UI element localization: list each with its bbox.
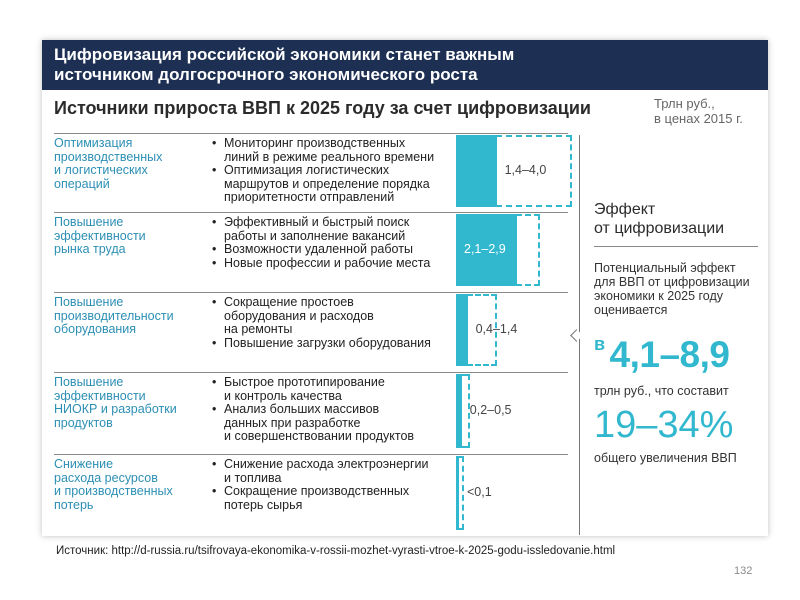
- range-label: 0,2–0,5: [469, 403, 512, 417]
- effect-description: [594, 261, 750, 317]
- effect-percent: 19–34%: [594, 404, 734, 446]
- bracket-arrow: [570, 329, 583, 342]
- effect-title-line2: от цифровизации: [594, 220, 725, 237]
- effect-range-value: 4,1–8,9: [609, 334, 730, 375]
- bullet-item: [210, 376, 414, 403]
- effect-end-text: общего увеличения ВВП: [594, 451, 737, 465]
- effect-prefix: в: [594, 334, 606, 354]
- row-label-line: Повышение: [54, 295, 124, 309]
- row-label-line: Оптимизация: [54, 136, 133, 150]
- bullet-line: данных при разработке: [224, 415, 361, 430]
- row-separator: [54, 372, 568, 373]
- row-label-line: производственных: [54, 149, 163, 164]
- row-bullets: [210, 376, 414, 444]
- bar-range-box: [516, 214, 540, 286]
- row-label-line: продуктов: [54, 415, 113, 430]
- bullet-item: [210, 137, 434, 164]
- bullet-line: • Эффективный и быстрый поиск: [224, 215, 410, 229]
- bullet-item: [210, 485, 429, 512]
- bullet-item: [210, 257, 430, 271]
- bullet-line: • Сокращение простоев: [224, 295, 354, 309]
- slide-frame: [42, 40, 768, 536]
- bullet-item: [210, 458, 429, 485]
- bullet-line: линий в режиме реального времени: [224, 149, 435, 164]
- units-line2: в ценах 2015 г.: [654, 111, 743, 126]
- row-separator: [54, 212, 568, 213]
- effect-range: [594, 334, 729, 376]
- row-label-line: расхода ресурсов: [54, 470, 158, 485]
- row-label-line: Повышение: [54, 215, 124, 229]
- effect-desc-line: Потенциальный эффект: [594, 261, 736, 275]
- bullet-item: [210, 337, 431, 351]
- header-banner: [42, 40, 768, 90]
- bar-min: [456, 135, 497, 207]
- row-bullets: [210, 458, 429, 512]
- row-separator: [54, 292, 568, 293]
- source-citation: Источник: http://d-russia.ru/tsifrovaya-ekonomika-v-rossii-mozhet-vyrasti-vtroe-k-2025-godu-issledovanie.html: [56, 545, 616, 557]
- bullet-line: потерь сырья: [224, 497, 303, 512]
- bullet-line: • Сокращение производственных: [224, 484, 410, 499]
- row-label-line: Повышение: [54, 375, 124, 389]
- row-bullets: [210, 296, 431, 350]
- bullet-line: работы и заполнение вакансий: [224, 228, 406, 243]
- bullet-line: • Анализ больших массивов: [224, 402, 380, 417]
- bar-range-box: [458, 456, 464, 530]
- row-label: [54, 458, 173, 512]
- row-label-line: Снижение: [54, 457, 114, 471]
- bullet-item: [210, 403, 414, 444]
- header-title-line2: источником долгосрочного экономического роста: [54, 65, 478, 84]
- chart-title: Источники прироста ВВП к 2025 году за счет цифровизации: [54, 98, 591, 118]
- row-label-line: оборудования: [54, 322, 137, 336]
- row-label: [54, 376, 177, 430]
- bullet-line: и совершенствовании продуктов: [224, 429, 415, 444]
- row-bullets: [210, 137, 434, 205]
- bullet-line: на ремонты: [224, 322, 293, 337]
- range-label: 1,4–4,0: [504, 163, 547, 177]
- bullet-line: • Оптимизация логистических: [224, 163, 390, 178]
- row-label-line: и логистических: [54, 163, 148, 177]
- bullet-line: • Возможности удаленной работы: [224, 242, 413, 257]
- bullet-line: приоритетности отправлений: [224, 190, 395, 205]
- row-separator: [54, 454, 568, 455]
- row-label-line: рынка труда: [54, 242, 126, 256]
- row-label-line: эффективности: [54, 228, 146, 243]
- effect-title: [594, 200, 724, 238]
- bullet-item: [210, 216, 430, 243]
- row-label: [54, 216, 146, 257]
- row-label: [54, 296, 174, 337]
- bullet-item: [210, 296, 431, 337]
- effect-desc-line: для ВВП от цифровизации: [594, 275, 750, 289]
- bullet-item: [210, 164, 434, 205]
- row-label: [54, 137, 162, 191]
- bullet-line: оборудования и расходов: [224, 308, 374, 323]
- effect-desc-line: оценивается: [594, 303, 668, 317]
- effect-divider: [594, 246, 758, 247]
- bullet-line: и топлива: [224, 470, 282, 485]
- effect-desc-line: экономики к 2025 году: [594, 289, 724, 303]
- row-label-line: потерь: [54, 497, 94, 512]
- effect-mid-text: трлн руб., что составит: [594, 384, 729, 398]
- bullet-line: • Быстрое прототипирование: [224, 375, 385, 389]
- bullet-line: и контроль качества: [224, 388, 342, 403]
- range-label: 2,1–2,9: [464, 242, 506, 256]
- bullet-line: • Мониторинг производственных: [224, 136, 406, 150]
- header-title-line1: Цифровизация российской экономики станет важным: [54, 45, 515, 64]
- range-label: <0,1: [467, 485, 492, 499]
- units-label: [654, 96, 743, 126]
- bullet-line: маршрутов и определение порядка: [224, 176, 430, 191]
- bullet-line: • Повышение загрузки оборудования: [224, 335, 431, 350]
- row-label-line: эффективности: [54, 388, 146, 403]
- row-label-line: производительности: [54, 308, 174, 323]
- row-separator: [54, 133, 568, 134]
- bullet-item: [210, 243, 430, 257]
- units-line1: Трлн руб.,: [654, 96, 715, 111]
- row-bullets: [210, 216, 430, 270]
- range-label: 0,4–1,4: [475, 322, 518, 336]
- page-number: 132: [734, 565, 753, 577]
- row-label-line: и производственных: [54, 484, 173, 498]
- effect-title-line1: Эффект: [594, 201, 656, 218]
- row-label-line: операций: [54, 176, 110, 191]
- row-label-line: НИОКР и разработки: [54, 402, 177, 416]
- bullet-line: • Новые профессии и рабочие места: [224, 255, 431, 270]
- bullet-line: • Снижение расхода электроэнергии: [224, 457, 429, 471]
